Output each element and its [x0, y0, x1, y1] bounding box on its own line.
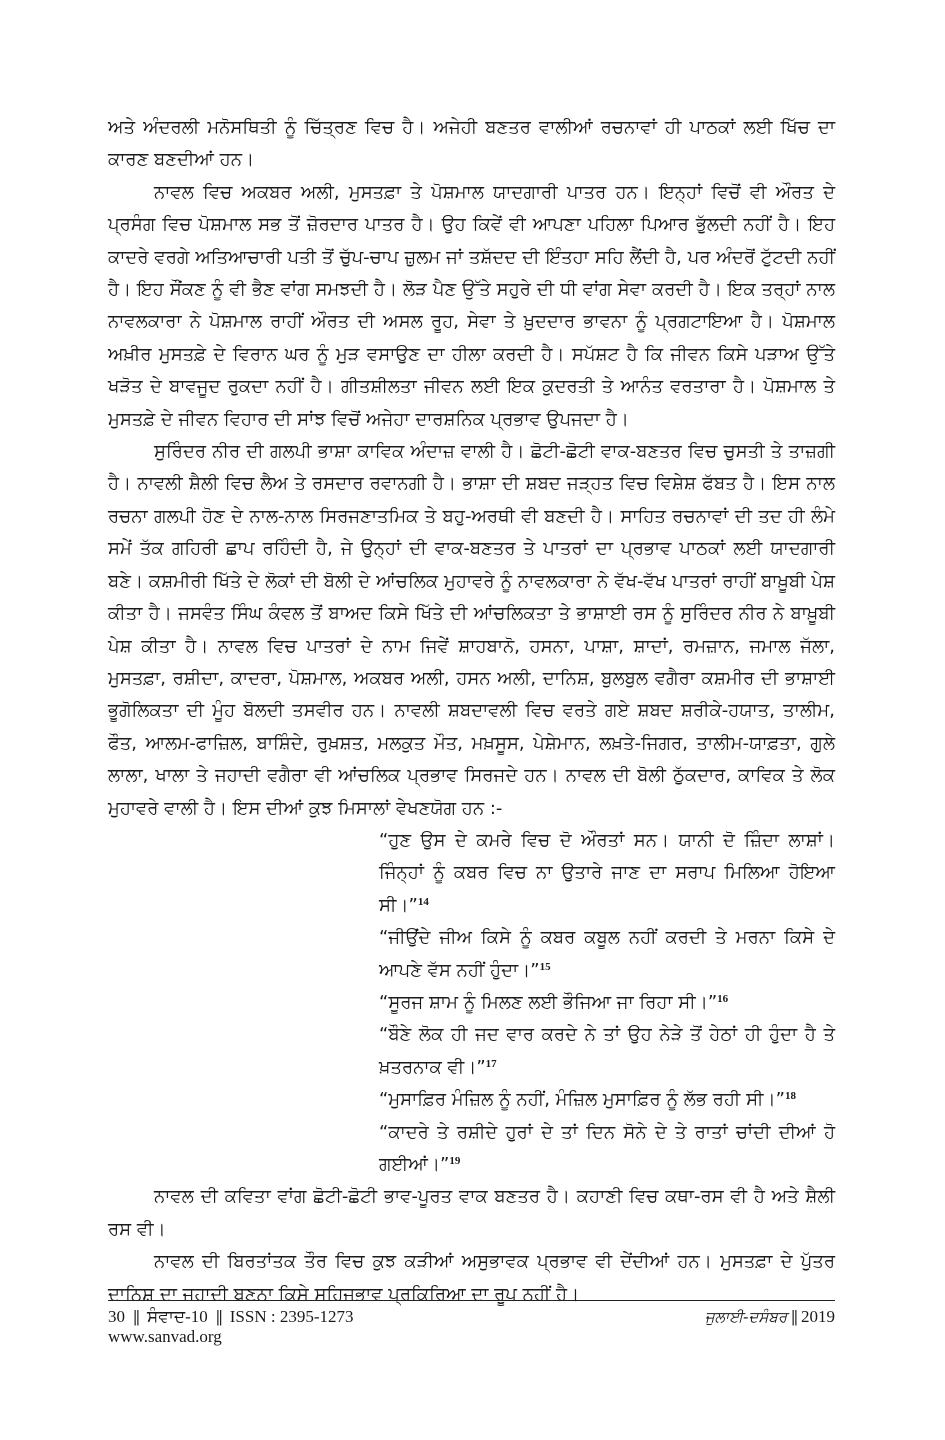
quote-text: “ਜੀਉਂਦੇ ਜੀਅ ਕਿਸੇ ਨੂੰ ਕਬਰ ਕਬੂਲ ਨਹੀਂ ਕਰਦੀ ਤੇ ਮਰਨਾ ਕਿਸੇ ਦੇ ਆਪਣੇ ਵੱਸ ਨਹੀਂ ਹੁੰਦਾ।”: [379, 927, 835, 981]
issn: ISSN : 2395-1273: [229, 1307, 354, 1326]
issue-period: ਜੁਲਾਈ-ਦਸੰਬਰ: [704, 1308, 787, 1326]
quote-list: [379, 825, 835, 1181]
quote-item: [379, 1117, 835, 1182]
website-url[interactable]: www.sanvad.org: [108, 1327, 222, 1346]
footnote-ref: 15: [539, 960, 551, 973]
quote-item: [379, 1019, 835, 1084]
quote-item: [379, 1084, 835, 1116]
footer-separator: ||: [133, 1307, 139, 1326]
quote-item: [379, 987, 835, 1019]
quote-text: “ਹੁਣ ਉਸ ਦੇ ਕਮਰੇ ਵਿਚ ਦੋ ਔਰਤਾਂ ਸਨ। ਯਾਨੀ ਦੋ ਜ਼ਿੰਦਾ ਲਾਸ਼ਾਂ। ਜਿੰਨ੍ਹਾਂ ਨੂੰ ਕਬਰ ਵਿਚ ਨਾ ਉਤਾਰੇ ਜਾਣ ਦਾ ਸਰਾਪ ਮਿਲਿਆ ਹੋਇਆ ਸੀ।”: [379, 829, 835, 916]
article-body: [108, 112, 835, 1311]
paragraph: ਅਤੇ ਅੰਦਰਲੀ ਮਨੋਸਥਿਤੀ ਨੂੰ ਚਿੱਤ੍ਰਣ ਵਿਚ ਹੈ। ਅਜੇਹੀ ਬਣਤਰ ਵਾਲੀਆਂ ਰਚਨਾਵਾਂ ਹੀ ਪਾਠਕਾਂ ਲਈ ਖਿੱਚ ਦਾ ਕਾਰਣ ਬਣਦੀਆਂ ਹਨ।: [108, 117, 835, 171]
footnote-ref: 18: [784, 1090, 796, 1103]
footnote-ref: 16: [717, 992, 729, 1005]
quote-text: “ਕਾਦਰੇ ਤੇ ਰਸ਼ੀਦੇ ਹੁਰਾਂ ਦੇ ਤਾਂ ਦਿਨ ਸੋਨੇ ਦੇ ਤੇ ਰਾਤਾਂ ਚਾਂਦੀ ਦੀਆਂ ਹੋ ਗਈਆਂ।”: [379, 1121, 835, 1175]
footer-separator: ||: [216, 1307, 222, 1326]
paragraphs-before: [108, 112, 835, 825]
page-number: 30: [108, 1307, 125, 1326]
quote-item: [379, 922, 835, 987]
footer-right: [705, 1307, 835, 1327]
footnote-ref: 14: [417, 895, 429, 908]
paragraph: ਨਾਵਲ ਵਿਚ ਅਕਬਰ ਅਲੀ, ਮੁਸਤਫ਼ਾ ਤੇ ਪੋਸ਼ਮਾਲ ਯਾਦਗਾਰੀ ਪਾਤਰ ਹਨ। ਇਨ੍ਹਾਂ ਵਿਚੋਂ ਵੀ ਔਰਤ ਦੇ ਪ੍ਰਸੰਗ ਵਿਚ ਪੋਸ਼ਮਾਲ ਸਭ ਤੋਂ ਜ਼ੋਰਦਾਰ ਪਾਤਰ ਹੈ। ਉਹ ਕਿਵੇਂ ਵੀ ਆਪਣਾ ਪਹਿਲਾ ਪਿਆਰ ਭੁੱਲਦੀ ਨਹੀਂ ਹੈ। ਇਹ ਕਾਦਰੇ ਵਰਗੇ ਅਤਿਆਚਾਰੀ ਪਤੀ ਤੋਂ ਚੁੱਪ-ਚਾਪ ਜ਼ੁਲਮ ਜਾਂ ਤਸ਼ੱਦਦ ਦੀ ਇੰਤਹਾ ਸਹਿ ਲੈਂਦੀ ਹੈ, ਪਰ ਅੰਦਰੋਂ ਟੁੱਟਦੀ ਨਹੀਂ ਹੈ। ਇਹ ਸੌਂਕਣ ਨੂੰ ਵੀ ਭੈਣ ਵਾਂਗ ਸਮਝਦੀ ਹੈ। ਲੋੜ ਪੈਣ ਉੱਤੇ ਸਹੁਰੇ ਦੀ ਧੀ ਵਾਂਗ ਸੇਵਾ ਕਰਦੀ ਹੈ। ਇਕ ਤਰ੍ਹਾਂ ਨਾਲ ਨਾਵਲਕਾਰਾ ਨੇ ਪੋਸ਼ਮਾਲ ਰਾਹੀਂ ਔਰਤ ਦੀ ਅਸਲ ਰੂਹ, ਸੇਵਾ ਤੇ ਖ਼ੁਦਦਾਰ ਭਾਵਨਾ ਨੂੰ ਪ੍ਰਗਟਾਇਆ ਹੈ। ਪੋਸ਼ਮਾਲ ਅਖ਼ੀਰ ਮੁਸਤਫ਼ੇ ਦੇ ਵਿਰਾਨ ਘਰ ਨੂੰ ਮੁੜ ਵਸਾਉਣ ਦਾ ਹੀਲਾ ਕਰਦੀ ਹੈ। ਸਪੱਸ਼ਟ ਹੈ ਕਿ ਜੀਵਨ ਕਿਸੇ ਪੜਾਅ ਉੱਤੇ ਖੜੋਤ ਦੇ ਬਾਵਜੂਦ ਰੁਕਦਾ ਨਹੀਂ ਹੈ। ਗੀਤਸ਼ੀਲਤਾ ਜੀਵਨ ਲਈ ਇਕ ਕੁਦਰਤੀ ਤੇ ਆਨੰਤ ਵਰਤਾਰਾ ਹੈ। ਪੋਸ਼ਮਾਲ ਤੇ ਮੁਸਤਫ਼ੇ ਦੇ ਜੀਵਨ ਵਿਹਾਰ ਦੀ ਸਾਂਝ ਵਿਚੋਂ ਅਜੇਹਾ ਦਾਰਸ਼ਨਿਕ ਪ੍ਰਭਾਵ ਉਪਜਦਾ ਹੈ।: [108, 181, 835, 430]
paragraph: ਨਾਵਲ ਦੀ ਕਵਿਤਾ ਵਾਂਗ ਛੋਟੀ-ਛੋਟੀ ਭਾਵ-ਪੂਰਤ ਵਾਕ ਬਣਤਰ ਹੈ। ਕਹਾਣੀ ਵਿਚ ਕਥਾ-ਰਸ ਵੀ ਹੈ ਅਤੇ ਸ਼ੈਲੀ ਰਸ ਵੀ।: [108, 1186, 835, 1240]
issue-year: 2019: [801, 1307, 835, 1326]
paragraphs-after: [108, 1181, 835, 1311]
quote-text: “ਬੌਣੇ ਲੋਕ ਹੀ ਜਦ ਵਾਰ ਕਰਦੇ ਨੇ ਤਾਂ ਉਹ ਨੇੜੇ ਤੋਂ ਹੇਠਾਂ ਹੀ ਹੁੰਦਾ ਹੈ ਤੇ ਖ਼ਤਰਨਾਕ ਵੀ।”: [379, 1024, 835, 1078]
footer-left: [108, 1307, 357, 1327]
quote-text: “ਸੂਰਜ ਸ਼ਾਮ ਨੂੰ ਮਿਲਣ ਲਈ ਭੌਜਿਆ ਜਾ ਰਿਹਾ ਸੀ।”: [379, 991, 718, 1013]
page-footer: [108, 1300, 835, 1347]
paragraph: ਸੁਰਿੰਦਰ ਨੀਰ ਦੀ ਗਲਪੀ ਭਾਸ਼ਾ ਕਾਵਿਕ ਅੰਦਾਜ਼ ਵਾਲੀ ਹੈ। ਛੋਟੀ-ਛੋਟੀ ਵਾਕ-ਬਣਤਰ ਵਿਚ ਚੁਸਤੀ ਤੇ ਤਾਜ਼ਗੀ ਹੈ। ਨਾਵਲੀ ਸ਼ੈਲੀ ਵਿਚ ਲੈਅ ਤੇ ਰਸਦਾਰ ਰਵਾਨਗੀ ਹੈ। ਭਾਸ਼ਾ ਦੀ ਸ਼ਬਦ ਜੜ੍ਹਤ ਵਿਚ ਵਿਸ਼ੇਸ਼ ਫੱਬਤ ਹੈ। ਇਸ ਨਾਲ ਰਚਨਾ ਗਲਪੀ ਹੋਣ ਦੇ ਨਾਲ-ਨਾਲ ਸਿਰਜਣਾਤਮਿਕ ਤੇ ਬਹੁ-ਅਰਥੀ ਵੀ ਬਣਦੀ ਹੈ। ਸਾਹਿਤ ਰਚਨਾਵਾਂ ਦੀ ਤਦ ਹੀ ਲੰਮੇ ਸਮੇਂ ਤੱਕ ਗਹਿਰੀ ਛਾਪ ਰਹਿੰਦੀ ਹੈ, ਜੇ ਉਨ੍ਹਾਂ ਦੀ ਵਾਕ-ਬਣਤਰ ਤੇ ਪਾਤਰਾਂ ਦਾ ਪ੍ਰਭਾਵ ਪਾਠਕਾਂ ਲਈ ਯਾਦਗਾਰੀ ਬਣੇ। ਕਸ਼ਮੀਰੀ ਖਿੱਤੇ ਦੇ ਲੋਕਾਂ ਦੀ ਬੋਲੀ ਦੇ ਆਂਚਲਿਕ ਮੁਹਾਵਰੇ ਨੂੰ ਨਾਵਲਕਾਰਾ ਨੇ ਵੱਖ-ਵੱਖ ਪਾਤਰਾਂ ਰਾਹੀਂ ਬਾਖ਼ੂਬੀ ਪੇਸ਼ ਕੀਤਾ ਹੈ। ਜਸਵੰਤ ਸਿੰਘ ਕੰਵਲ ਤੋਂ ਬਾਅਦ ਕਿਸੇ ਖਿੱਤੇ ਦੀ ਆਂਚਲਿਕਤਾ ਤੇ ਭਾਸ਼ਾਈ ਰਸ ਨੂੰ ਸੁਰਿੰਦਰ ਨੀਰ ਨੇ ਬਾਖ਼ੂਬੀ ਪੇਸ਼ ਕੀਤਾ ਹੈ। ਨਾਵਲ ਵਿਚ ਪਾਤਰਾਂ ਦੇ ਨਾਮ ਜਿਵੇਂ ਸ਼ਾਹਬਾਨੋ, ਹਸਨਾ, ਪਾਸ਼ਾ, ਸ਼ਾਦਾਂ, ਰਮਜ਼ਾਨ, ਜਮਾਲ ਜੱਲਾ, ਮੁਸਤਫ਼ਾ, ਰਸ਼ੀਦਾ, ਕਾਦਰਾ, ਪੋਸ਼ਮਾਲ, ਅਕਬਰ ਅਲੀ, ਹਸਨ ਅਲੀ, ਦਾਨਿਸ਼, ਬੁਲਬੁਲ ਵਗੈਰਾ ਕਸ਼ਮੀਰ ਦੀ ਭਾਸ਼ਾਈ ਭੂਗੋਲਿਕਤਾ ਦੀ ਮੂੰਹ ਬੋਲਦੀ ਤਸਵੀਰ ਹਨ। ਨਾਵਲੀ ਸ਼ਬਦਾਵਲੀ ਵਿਚ ਵਰਤੇ ਗਏ ਸ਼ਬਦ ਸ਼ਰੀਕੇ-ਹਯਾਤ, ਤਾਲੀਮ, ਫੌਤ, ਆਲਮ-ਫਾਜ਼ਿਲ, ਬਾਸ਼ਿੰਦੇ, ਰੁਖ਼ਸ਼ਤ, ਮਲਕੁਤ ਮੌਤ, ਮਖ਼ਸੂਸ, ਪੇਸ਼ੇਮਾਨ, ਲਖ਼ਤੇ-ਜਿਗਰ, ਤਾਲੀਮ-ਯਾਫ਼ਤਾ, ਗੁਲੇ ਲਾਲਾ, ਖਾਲਾ ਤੇ ਜਹਾਦੀ ਵਗੈਰਾ ਵੀ ਆਂਚਲਿਕ ਪ੍ਰਭਾਵ ਸਿਰਜਦੇ ਹਨ। ਨਾਵਲ ਦੀ ਬੋਲੀ ਠੁੱਕਦਾਰ, ਕਾਵਿਕ ਤੇ ਲੋਕ ਮੁਹਾਵਰੇ ਵਾਲੀ ਹੈ। ਇਸ ਦੀਆਂ ਕੁਝ ਮਿਸਾਲਾਂ ਵੇਖਣਯੋਗ ਹਨ :-: [108, 441, 835, 819]
quote-item: [379, 825, 835, 922]
footnote-ref: 17: [485, 1057, 497, 1070]
quote-text: “ਮੁਸਾਫ਼ਿਰ ਮੰਜ਼ਿਲ ਨੂੰ ਨਹੀਂ, ਮੰਜ਼ਿਲ ਮੁਸਾਫ਼ਿਰ ਨੂੰ ਲੱਭ ਰਹੀ ਸੀ।”: [379, 1089, 785, 1111]
footnote-ref: 19: [449, 1155, 461, 1167]
footer-separator: ||: [791, 1307, 797, 1326]
journal-name: ਸੰਵਾਦ-10: [147, 1307, 208, 1326]
paragraph: ਨਾਵਲ ਦੀ ਬਿਰਤਾਂਤਕ ਤੌਰ ਵਿਚ ਕੁਝ ਕੜੀਆਂ ਅਸੁਭਾਵਕ ਪ੍ਰਭਾਵ ਵੀ ਦੇਂਦੀਆਂ ਹਨ। ਮੁਸਤਫ਼ਾ ਦੇ ਪੁੱਤਰ ਦਾਨਿਸ਼ ਦਾ ਜਹਾਦੀ ਬਣਨਾ ਕਿਸੇ ਸਹਿਜਭਾਵ ਪ੍ਰਕਿਰਿਆ ਦਾ ਰੂਪ ਨਹੀਂ ਹੈ।: [108, 1251, 835, 1305]
